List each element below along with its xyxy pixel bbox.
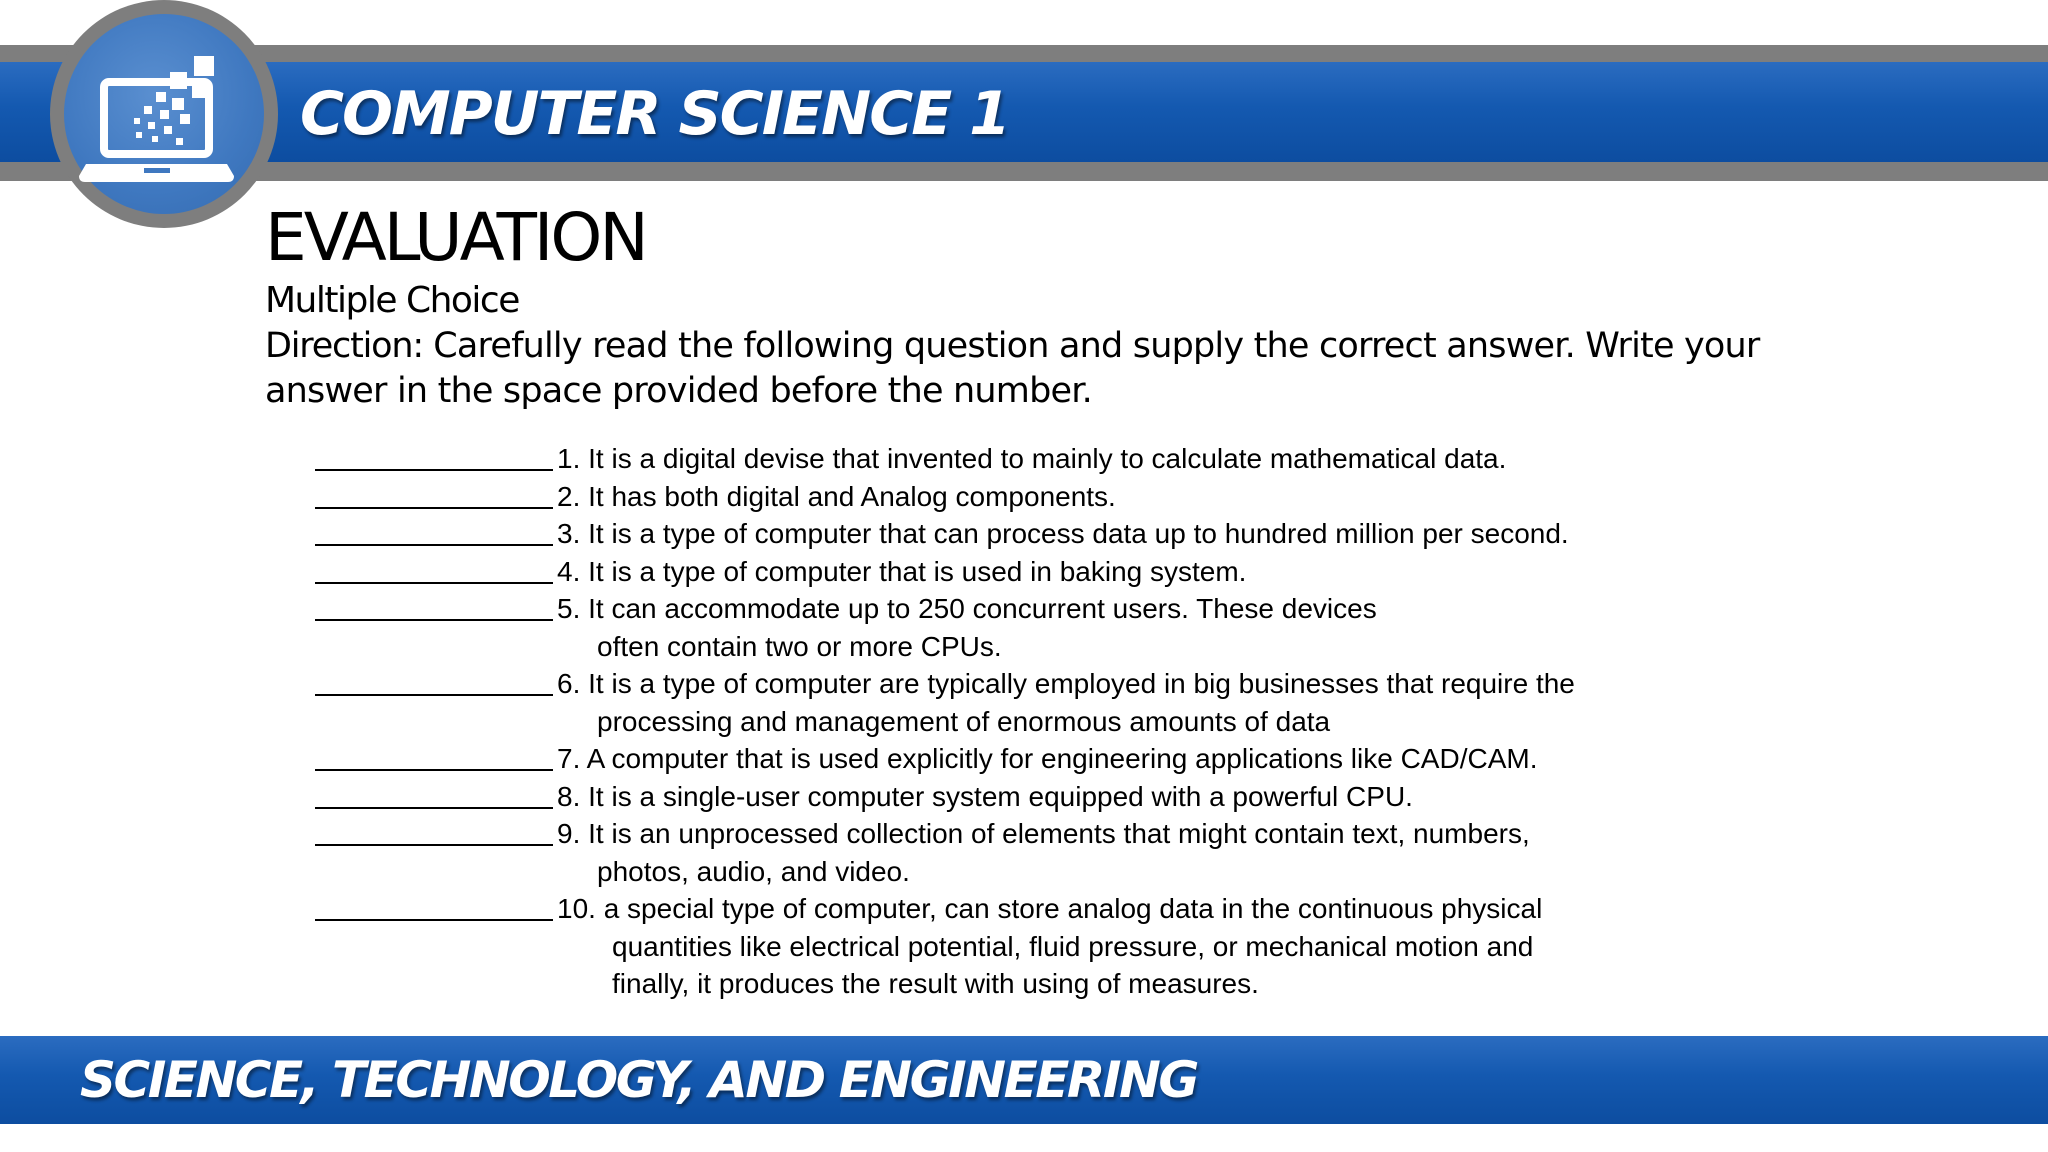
question-item [312,890,1812,928]
answer-blank[interactable] [312,478,557,515]
question-list [312,440,1812,1003]
question-text: 5. It can accommodate up to 250 concurrent users. These devices [557,593,1377,624]
page-title: EVALUATION [265,199,646,276]
question-text-continued: quantities like electrical potential, fluid pressure, or mechanical motion and [612,930,1534,962]
answer-blank[interactable] [312,665,557,702]
answer-blank[interactable] [312,740,557,777]
question-text: 4. It is a type of computer that is used in baking system. [557,555,1247,587]
question-item [312,478,1812,516]
answer-blank[interactable] [312,890,557,927]
answer-blank[interactable] [312,440,557,477]
question-item [312,553,1812,591]
question-item [312,815,1812,853]
question-text-continued: processing and management of enormous amounts of data [597,705,1331,737]
direction-text: Carefully read the following question and supply the correct answer. Write your answer in the space provided before the number. [265,326,1760,411]
question-item [312,665,1812,703]
question-item [312,515,1812,553]
course-title: COMPUTER SCIENCE 1 [300,79,1009,149]
question-text: 10. a special type of computer, can store analog data in the continuous physical [557,893,1543,924]
answer-blank[interactable] [312,815,557,852]
answer-blank[interactable] [312,590,557,627]
question-text: 3. It is a type of computer that can process data up to hundred million per second. [557,518,1569,549]
question-text: 1. It is a digital devise that invented to mainly to calculate mathematical data. [557,443,1507,474]
question-item [312,440,1812,478]
question-text-continued: photos, audio, and video. [597,855,910,887]
question-text: 8. It is a single-user computer system equipped with a powerful CPU. [557,780,1413,812]
laptop-pixels-icon [64,14,264,214]
question-text-continued: finally, it produces the result with using of measures. [612,968,1259,999]
direction-label: Direction: [265,326,423,366]
question-item [312,590,1812,628]
answer-blank[interactable] [312,778,557,815]
direction-paragraph [265,324,1825,414]
answer-blank[interactable] [312,515,557,552]
question-text-continued: often contain two or more CPUs. [597,630,1002,662]
answer-blank[interactable] [312,553,557,590]
question-item [312,778,1812,816]
question-text: 6. It is a type of computer are typically employed in big businesses that require the [557,668,1575,699]
question-text: 7. A computer that is used explicitly for engineering applications like CAD/CAM. [557,743,1538,774]
question-item [312,740,1812,778]
question-text: 2. It has both digital and Analog components. [557,480,1116,512]
section-subtitle: Multiple Choice [265,280,519,321]
footer-title: SCIENCE, TECHNOLOGY, AND ENGINEERING [80,1051,1197,1109]
question-text: 9. It is an unprocessed collection of elements that might contain text, numbers, [557,818,1530,849]
